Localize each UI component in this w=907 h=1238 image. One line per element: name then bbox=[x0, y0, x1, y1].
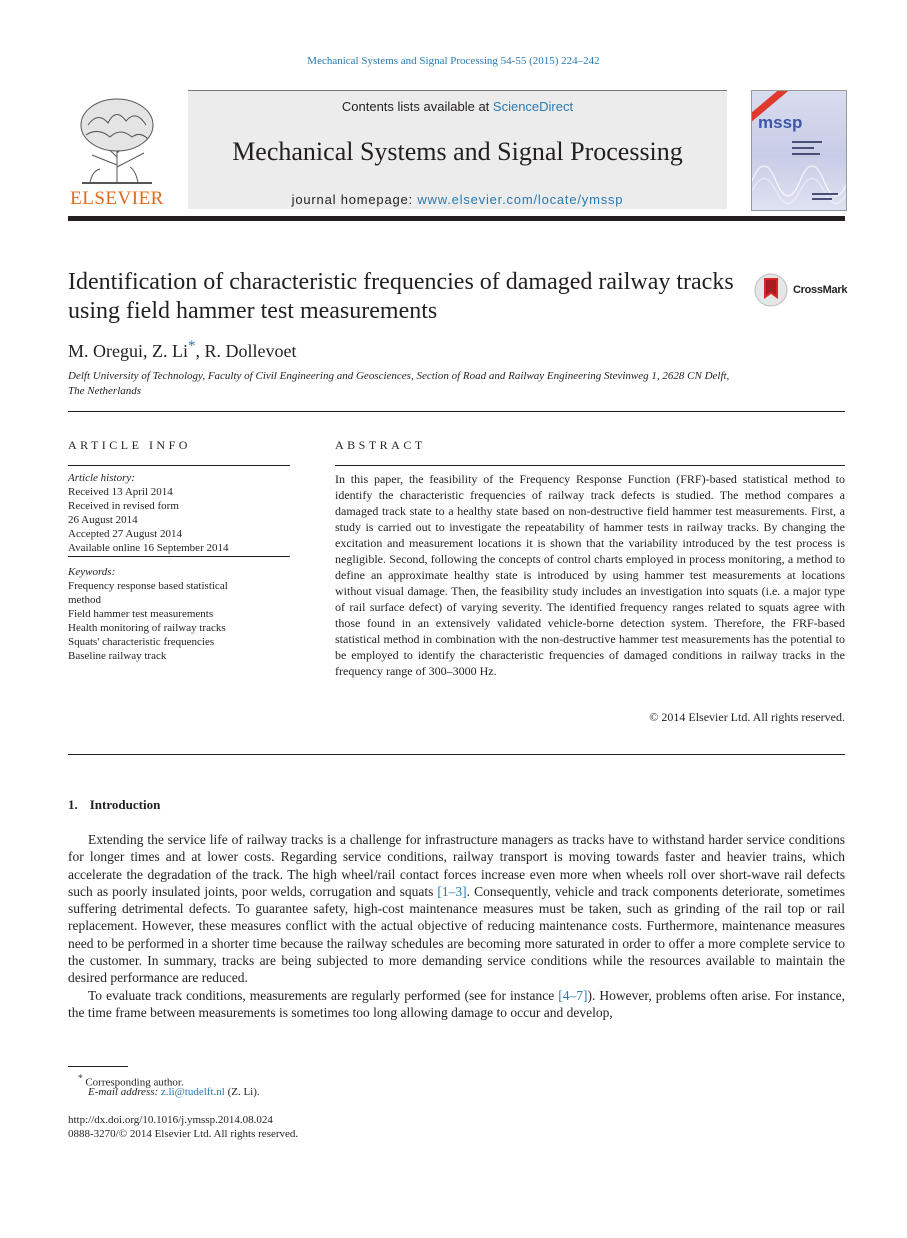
elsevier-logo[interactable] bbox=[68, 95, 166, 210]
keyword-item: method bbox=[68, 594, 101, 606]
author-name[interactable]: M. Oregui bbox=[68, 341, 143, 361]
abstract-copyright: © 2014 Elsevier Ltd. All rights reserved. bbox=[649, 710, 845, 724]
paragraph-text: . Consequently, vehicle and track components deteriorate, sometimes suffering detrimental defects. To guarantee safety, high-cost maintenance measures must be taken, such as grinding of the rail top or rail replacement. However, these measures conflict with the actual objective of reducing maintenance costs. Furthermore, maintenance measures need to be performed in a shorter time because the railway schedules are becoming more saturated in order to offer a more complete service to the customer. In summary, tracks are being subjected to more demanding service conditions while the resources available to maintain the desired performance are reduced. bbox=[68, 883, 845, 986]
email-note bbox=[68, 1085, 865, 1099]
keyword-item: Field hammer test measurements bbox=[68, 608, 214, 620]
contents-line bbox=[188, 99, 727, 114]
history-label: Article history: bbox=[68, 472, 135, 484]
history-item: Available online 16 September 2014 bbox=[68, 542, 229, 554]
section-number: 1. bbox=[68, 797, 78, 812]
elsevier-wordmark: ELSEVIER bbox=[70, 188, 164, 209]
crossmark-label: CrossMark bbox=[793, 284, 848, 296]
citation-link[interactable]: [4–7] bbox=[558, 987, 588, 1003]
affiliation: Delft University of Technology, Faculty of Civil Engineering and Geosciences, Section of Road and Railway Engineering Stevinweg 1, 2628 CN Delft, The Netherlands bbox=[68, 370, 730, 397]
abstract-divider-top bbox=[335, 465, 845, 466]
paragraph bbox=[68, 987, 845, 1022]
footnote-mark: * bbox=[78, 1073, 83, 1083]
cover-title: mssp bbox=[758, 113, 803, 132]
keyword-item: Frequency response based statistical bbox=[68, 580, 228, 592]
journal-header bbox=[188, 90, 727, 209]
contents-prefix: Contents lists available at bbox=[341, 99, 493, 114]
author-separator: , bbox=[143, 341, 152, 361]
keyword-item: Health monitoring of railway tracks bbox=[68, 622, 226, 634]
keywords bbox=[68, 565, 290, 663]
corresponding-author-mark[interactable]: * bbox=[188, 338, 196, 354]
abstract-heading: ABSTRACT bbox=[335, 438, 426, 452]
footnote-text: Corresponding author. bbox=[85, 1076, 184, 1089]
article-history bbox=[68, 471, 290, 555]
paragraph-text: Extending the service life of railway tracks is a challenge for infrastructure managers as tracks have to withstand harder service conditions for longer times and at lower costs. Regarding service conditions, railway transport is moving towards faster and heavier trains, which accelerate the degradation of the track. The high wheel/rail contact forces increase even more when wheels roll over short-wave rail defects such as poorly insulated joints, poor welds, corrugation and squats bbox=[68, 832, 845, 899]
email-link[interactable]: z.li@tudelft.nl bbox=[160, 1086, 225, 1098]
author-name[interactable]: Z. Li bbox=[152, 341, 188, 361]
history-item: Received in revised form bbox=[68, 500, 179, 512]
elsevier-tree-icon bbox=[68, 95, 166, 187]
email-suffix: (Z. Li). bbox=[224, 1086, 260, 1098]
author-name[interactable]: R. Dollevoet bbox=[204, 341, 297, 361]
journal-reference[interactable]: Mechanical Systems and Signal Processing 54-55 (2015) 224–242 bbox=[307, 55, 600, 67]
crossmark-badge[interactable] bbox=[753, 272, 848, 308]
email-label: E-mail address: bbox=[88, 1086, 161, 1098]
info-divider-top bbox=[68, 465, 290, 466]
issn-line: 0888-3270/© 2014 Elsevier Ltd. All rights reserved. bbox=[68, 1128, 299, 1140]
keyword-item: Baseline railway track bbox=[68, 650, 167, 662]
homepage-prefix: journal homepage: bbox=[291, 192, 418, 207]
article-title: Identification of characteristic frequencies of damaged railway tracks using field hammer test measurements bbox=[68, 269, 734, 324]
journal-title: Mechanical Systems and Signal Processing bbox=[232, 137, 683, 166]
history-item: Accepted 27 August 2014 bbox=[68, 528, 182, 540]
homepage-line bbox=[188, 192, 727, 207]
author-list bbox=[68, 338, 297, 362]
article-info-heading: ARTICLE INFO bbox=[68, 438, 191, 452]
doi-link[interactable]: http://dx.doi.org/10.1016/j.ymssp.2014.08.024 bbox=[68, 1114, 273, 1126]
section-heading-introduction bbox=[68, 797, 160, 813]
homepage-link[interactable]: www.elsevier.com/locate/ymssp bbox=[417, 192, 624, 207]
keyword-item: Squats' characteristic frequencies bbox=[68, 636, 215, 648]
keywords-label: Keywords: bbox=[68, 566, 116, 578]
citation-link[interactable]: [1–3] bbox=[437, 883, 467, 899]
info-divider-mid bbox=[68, 556, 290, 557]
journal-cover[interactable] bbox=[751, 90, 847, 211]
crossmark-icon bbox=[753, 272, 789, 308]
header-divider bbox=[68, 216, 845, 221]
footnote-divider bbox=[68, 1066, 128, 1067]
paragraph bbox=[68, 831, 845, 987]
paragraph-text: ). However, problems often arise. For instance, the time frame between measurements is sometimes too long allowing damage to occur and develop, bbox=[68, 987, 845, 1020]
section-title: Introduction bbox=[89, 797, 161, 812]
title-divider bbox=[68, 411, 845, 412]
abstract-text: In this paper, the feasibility of the Frequency Response Function (FRF)-based statistical method to identify the characteristic frequencies of railway track defects is studied. The method compares a damaged track state to a healthy state based on non-destructive field hammer test measurements. First, a study is carried out to investigate the repeatability of hammer tests in railway tracks. By changing the excitation and measurement locations it is shown that the variability introduced by the test process is negligible. Second, following the concepts of control charts employed in process monitoring, a method to define an approximate healthy state is introduced by using hammer test measurements at locations without visual damage. Then, the feasibility study includes an investigation into squats (i.e. a major type of rail surface defect) of varying severity. The identified frequency ranges related to squats agree with those found in an extensively validated vehicle-borne detection system. Therefore, the FRF-based statistical method in combination with the non-destructive hammer test measurements has the potential to be employed to identify the characteristic frequencies of damaged conditions in railway tracks in the frequency range of 300–3000 Hz. bbox=[335, 472, 845, 678]
cover-wave-icon bbox=[752, 91, 846, 210]
sciencedirect-link[interactable]: ScienceDirect bbox=[492, 99, 574, 114]
history-item: Received 13 April 2014 bbox=[68, 486, 173, 498]
paragraph-text: To evaluate track conditions, measurements are regularly performed (see for instance bbox=[88, 987, 559, 1003]
abstract-divider-bottom bbox=[68, 754, 845, 755]
history-item: 26 August 2014 bbox=[68, 514, 138, 526]
author-separator: , bbox=[195, 341, 205, 361]
introduction-body bbox=[68, 831, 845, 1021]
